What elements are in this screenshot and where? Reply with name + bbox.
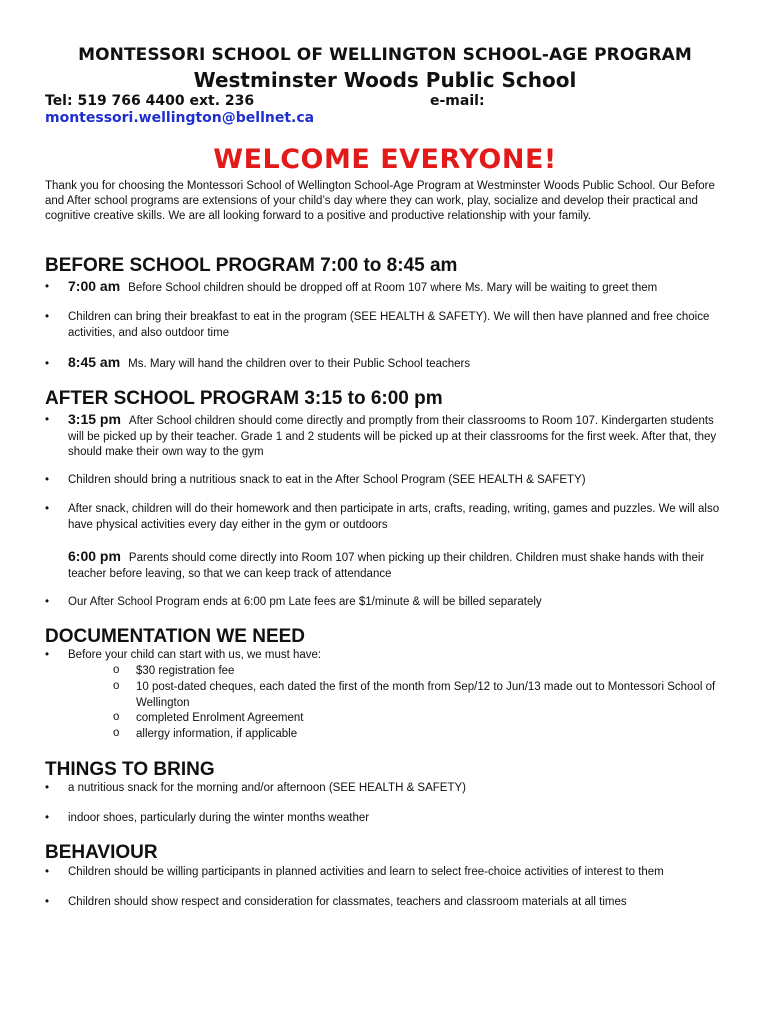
sub-bullet: o: [113, 664, 120, 676]
bullet: •: [45, 596, 50, 608]
bullet: •: [45, 812, 50, 824]
bullet: •: [45, 474, 50, 486]
list-item: [68, 279, 728, 297]
list-item: Children can bring their breakfast to eat in the program (SEE HEALTH & SAFETY). We will then have planned and free choice activities, and also outdoor time: [68, 311, 710, 339]
email-link[interactable]: montessori.wellington@bellnet.ca: [45, 110, 315, 126]
bullet: •: [45, 358, 50, 370]
email-label: e-mail:: [430, 93, 485, 109]
time-label: 7:00 am: [68, 278, 121, 294]
bullet: •: [45, 896, 50, 908]
program-title: MONTESSORI SCHOOL OF WELLINGTON SCHOOL-AGE PROGRAM: [78, 45, 692, 65]
time-label: 8:45 am: [68, 354, 121, 370]
bullet: •: [45, 281, 50, 293]
documentation-heading: DOCUMENTATION WE NEED: [45, 626, 306, 647]
telephone: Tel: 519 766 4400 ext. 236: [45, 93, 255, 109]
sub-bullet: o: [113, 680, 120, 692]
school-name: Westminster Woods Public School: [193, 68, 577, 92]
welcome-heading: WELCOME EVERYONE!: [213, 144, 557, 175]
intro-paragraph: Thank you for choosing the Montessori School of Wellington School-Age Program at Westminster Woods Public School. Our Before and After school programs are extensions of your child’s day where they can work, play, socialize and develop their practical and cognitive creative skills. We are all looking forward to a positive and productive relationship with your family.: [45, 180, 715, 223]
after-school-heading: AFTER SCHOOL PROGRAM 3:15 to 6:00 pm: [45, 388, 443, 409]
list-item: Children should be willing participants in planned activities and learn to select free-choice activities of interest to them: [68, 866, 664, 878]
sub-bullet: o: [113, 727, 120, 739]
time-label: 6:00 pm: [68, 548, 121, 564]
sub-item: $30 registration fee: [136, 665, 235, 677]
bullet: •: [45, 311, 50, 323]
list-item: Our After School Program ends at 6:00 pm Late fees are $1/minute & will be billed separately: [68, 596, 542, 608]
item-text: Parents should come directly into Room 107 when picking up their children. Children must shake hands with their teacher before leaving, so that we can keep track of attendance: [68, 552, 705, 580]
list-item: [68, 549, 728, 582]
sub-item: 10 post-dated cheques, each dated the first of the month from Sep/12 to Jun/13 made out to Montessori School of Wellington: [136, 681, 716, 709]
list-item: indoor shoes, particularly during the winter months weather: [68, 812, 370, 824]
list-item: Children should show respect and consideration for classmates, teachers and classroom materials at all times: [68, 896, 627, 908]
sub-item: completed Enrolment Agreement: [136, 712, 304, 724]
item-text: Ms. Mary will hand the children over to their Public School teachers: [128, 358, 471, 370]
list-item: Children should bring a nutritious snack to eat in the After School Program (SEE HEALTH & SAFETY): [68, 474, 586, 486]
bullet: •: [45, 649, 50, 661]
list-item: After snack, children will do their homework and then participate in arts, crafts, reading, writing, games and puzzles. We will also have physical activities every day either in the gym or outdoors: [68, 503, 720, 531]
list-item: a nutritious snack for the morning and/or afternoon (SEE HEALTH & SAFETY): [68, 782, 466, 794]
bullet: •: [45, 503, 50, 515]
things-to-bring-heading: THINGS TO BRING: [45, 759, 215, 780]
bullet: •: [45, 782, 50, 794]
list-item: [68, 412, 728, 461]
list-item: [68, 355, 728, 373]
bullet: •: [45, 866, 50, 878]
item-text: Before School children should be dropped off at Room 107 where Ms. Mary will be waiting to greet them: [128, 282, 658, 294]
bullet: •: [45, 414, 50, 426]
item-text: After School children should come directly and promptly from their classrooms to Room 107. Kindergarten students will be picked up by their teacher. Grade 1 and 2 students will be picked up at their classrooms for the first week. After that, they should make their own way to the gym: [68, 415, 717, 458]
time-label: 3:15 pm: [68, 411, 121, 427]
sub-item: allergy information, if applicable: [136, 728, 298, 740]
before-school-heading: BEFORE SCHOOL PROGRAM 7:00 to 8:45 am: [45, 255, 458, 276]
sub-bullet: o: [113, 711, 120, 723]
behaviour-heading: BEHAVIOUR: [45, 842, 158, 863]
list-item: Before your child can start with us, we must have:: [68, 649, 322, 661]
